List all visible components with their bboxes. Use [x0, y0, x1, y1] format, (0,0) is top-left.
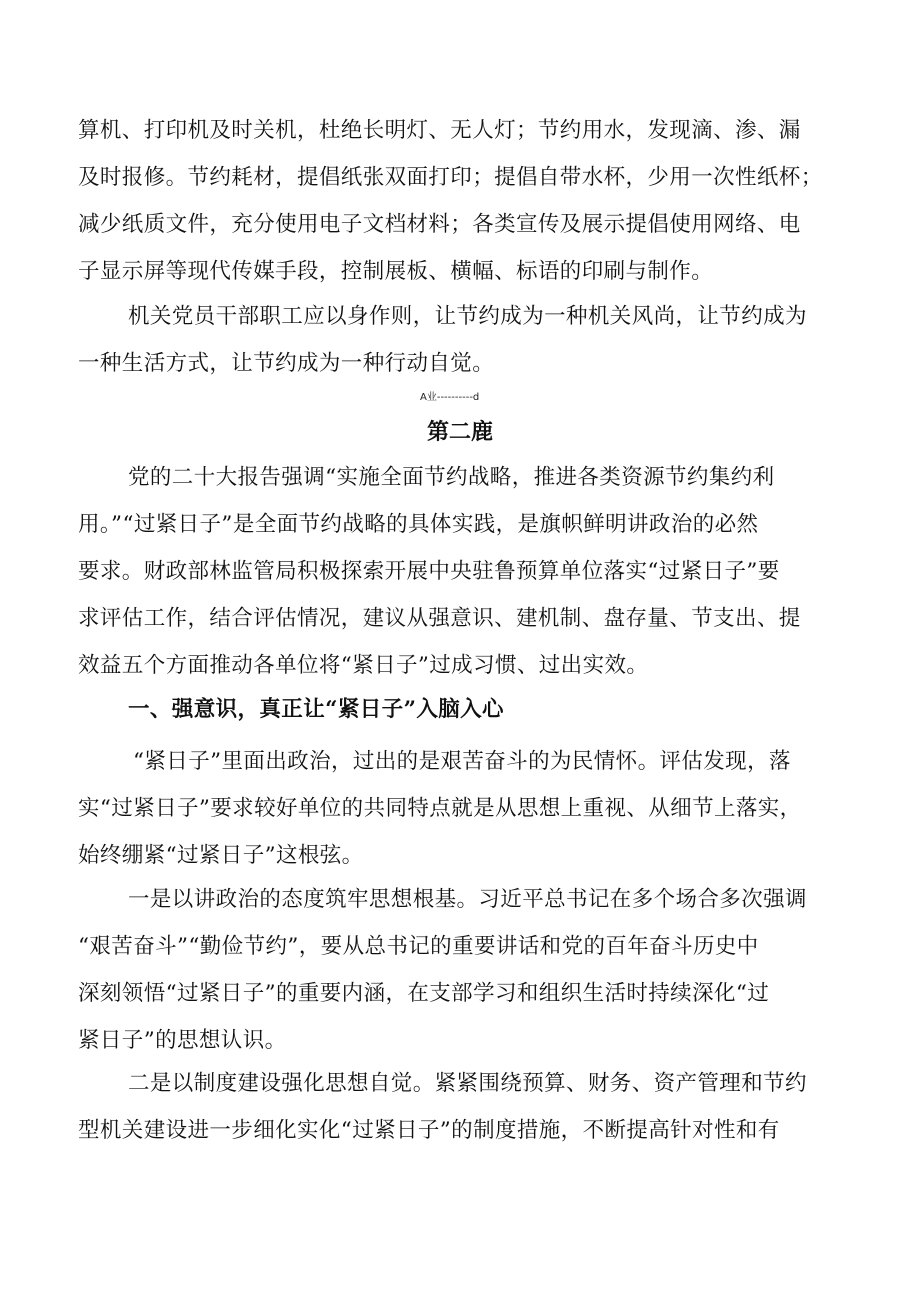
- text-line: “艰苦奋斗”“勤俭节约”，要从总书记的重要讲话和党的百年奋斗历史中: [78, 934, 759, 959]
- text-line: 机关党员干部职工应以身作则，让节约成为一种机关风尚，让节约成为: [128, 304, 807, 329]
- paragraph-party-members: [78, 293, 853, 387]
- heading-line: 一、强意识，真正让“紧日子”入脑入心: [128, 697, 504, 722]
- divider-mark: A业----------d: [420, 392, 480, 403]
- paragraph-first-point: [78, 876, 853, 1064]
- text-line: 一种生活方式，让节约成为一种行动自觉。: [78, 351, 495, 376]
- paragraph-report-intro: [78, 454, 853, 689]
- text-line: 一是以讲政治的态度筑牢思想根基。习近平总书记在多个场合多次强调: [128, 887, 807, 912]
- text-line: 效益五个方面推动各单位将“紧日子”过成习惯、过出实效。: [78, 653, 649, 678]
- text-line: 算机、打印机及时关机，杜绝长明灯、无人灯；节约用水，发现滴、渗、漏: [78, 118, 801, 143]
- heading-strengthen-awareness: [78, 686, 853, 733]
- text-line: 型机关建设进一步细化实化“过紧日子”的制度措施，不断提高针对性和有: [78, 1118, 780, 1143]
- text-line: “紧日子”里面出政治，过出的是艰苦奋斗的为民情怀。评估发现，落: [133, 749, 791, 774]
- text-line: 二是以制度建设强化思想自觉。紧紧围绕预算、财务、资产管理和节约: [128, 1071, 807, 1096]
- text-line: 及时报修。节约耗材，提倡纸张双面打印；提倡自带水杯，少用一次性纸杯；: [78, 165, 823, 190]
- text-line: 要求。财政部林监管局积极探索开展中央驻鲁预算单位落实“过紧日子”要: [78, 559, 780, 584]
- text-line: 深刻领悟“过紧日子”的重要内涵，在支部学习和组织生活时持续深化“过: [78, 981, 770, 1006]
- text-line: 始终绷紧“过紧日子”这根弦。: [78, 843, 364, 868]
- text-line: 实“过紧日子”要求较好单位的共同特点就是从思想上重视、从细节上落实，: [78, 796, 802, 821]
- text-line: 求评估工作，结合评估情况，建议从强意识、建机制、盘存量、节支出、提: [78, 606, 801, 631]
- text-line: 党的二十大报告强调“实施全面节约战略，推进各类资源节约集约利: [128, 465, 775, 490]
- paragraph-politics: [78, 738, 853, 879]
- section-title: 第二鹿: [426, 419, 493, 445]
- text-line: 紧日子”的思想认识。: [78, 1028, 287, 1053]
- text-line: 子显示屏等现代传媒手段，控制展板、横幅、标语的印刷与制作。: [78, 259, 714, 284]
- text-line: 用。”“过紧日子”是全面节约战略的具体实践，是旗帜鲜明讲政治的必然: [78, 512, 759, 537]
- paragraph-energy-saving: [78, 107, 853, 295]
- paragraph-second-point: [78, 1060, 853, 1154]
- text-line: 减少纸质文件，充分使用电子文档材料；各类宣传及展示提倡使用网络、电: [78, 212, 801, 237]
